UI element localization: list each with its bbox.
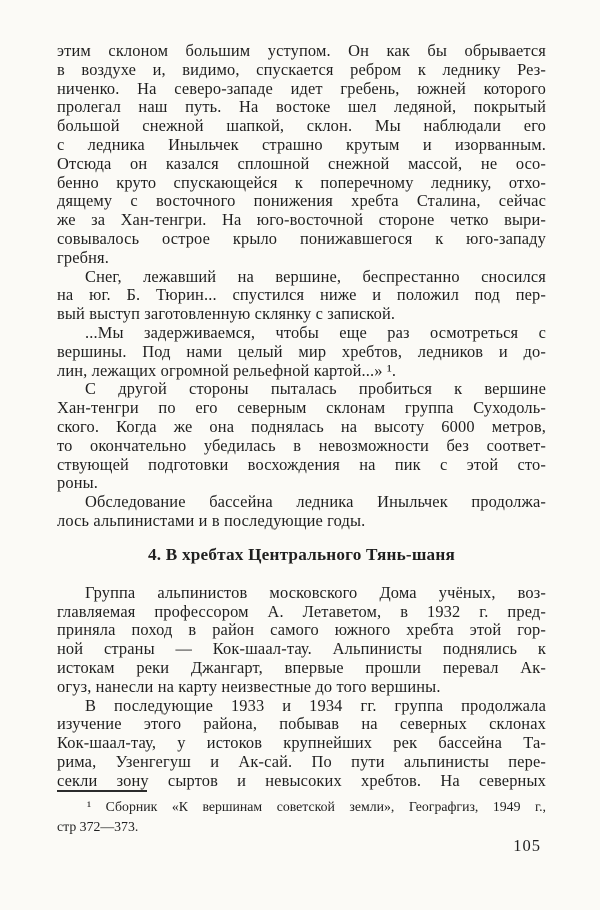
footnote-line-1: ¹ Сборник «К вершинам советской земли», Географгиз, 1949 г., [87, 799, 546, 814]
text-line: изучение этого района, побывав на северных склонах [57, 714, 546, 734]
text-line: ствующей подготовки восхождения на пик с этой сто- [57, 454, 546, 474]
footnote-rule [57, 790, 147, 792]
text-line: Хан-тенгри по его северным склонам группа Суходоль- [57, 398, 546, 418]
text-line: рима, Узенгегуш и Ак-сай. По пути альпинисты пере- [57, 751, 546, 771]
text-block [57, 42, 546, 790]
text-line: роны. [57, 473, 99, 493]
text-line: ниченко. На северо-западе идет гребень, южней которого [57, 78, 546, 98]
text-line: огуз, нанесли на карту неизвестные до того вершины. [57, 676, 441, 696]
text-line: совывалось острое крыло понижавшегося к юго-западу [57, 228, 546, 248]
text-line: бенно круто спускающейся к поперечному леднику, отхо- [57, 172, 546, 192]
text-line: вый выступ заготовленную склянку с запиской. [57, 304, 396, 324]
text-line: В последующие 1933 и 1934 гг. группа продолжала [85, 695, 546, 715]
text-line: большой снежной шапкой, склон. Мы наблюдали его [57, 116, 546, 136]
text-line: в воздухе и, видимо, спускается ребром к леднику Рез- [57, 59, 546, 79]
text-line: то окончательно убедилась в невозможности без соответ- [57, 435, 546, 455]
text-line: лин, лежащих огромной рельефной картой...» ¹. [57, 360, 397, 380]
text-line: секли зону сыртов и невысоких хребтов. На северных [57, 770, 546, 790]
text-line: истокам реки Джангарт, впервые прошли перевал Ак- [57, 657, 546, 677]
text-line: С другой стороны пыталась пробиться к вершине [85, 379, 546, 399]
text-line: с ледника Иныльчек страшно крутым и изорванным. [57, 134, 546, 154]
footnote [57, 790, 546, 836]
text-line: Группа альпинистов московского Дома учёных, воз- [85, 582, 546, 602]
text-line: же за Хан-тенгри. На юго-восточной стороне четко выри- [57, 210, 546, 230]
text-line: главляемая профессором А. Летаветом, в 1932 г. пред- [57, 601, 546, 621]
text-line: лось альпинистами и в последующие годы. [57, 510, 366, 530]
text-line: дящему с восточного понижения хребта Сталина, сейчас [57, 191, 546, 211]
text-line: Отсюда он казался сплошной снежной массой, не осо- [57, 153, 546, 173]
text-line: пролегал наш путь. На востоке шел ледяной, покрытый [57, 97, 546, 117]
text-line: Кок-шаал-тау, у истоков крупнейших рек бассейна Та- [57, 733, 546, 753]
text-line: гребня. [57, 247, 109, 267]
section-heading: 4. В хребтах Центрального Тянь-шаня [148, 544, 455, 564]
text-line: ского. Когда же она поднялась на высоту 6000 метров, [57, 416, 546, 436]
text-line: Снег, лежавший на вершине, беспрестанно сносился [85, 266, 546, 286]
text-line: приняла поход в район самого южного хребта этой гор- [57, 620, 546, 640]
text-line: вершины. Под нами целый мир хребтов, ледников и до- [57, 341, 546, 361]
text-line: на юг. Б. Тюрин... спустился ниже и положил под пер- [57, 285, 546, 305]
text-line: ной страны — Кок-шаал-тау. Альпинисты поднялись к [57, 639, 546, 659]
text-line: этим склоном большим уступом. Он как бы обрывается [57, 41, 546, 60]
footnote-line-2: стр 372—373. [57, 818, 139, 834]
text-line: ...Мы задерживаемся, чтобы еще раз осмотреться с [85, 322, 546, 342]
page-number: 105 [513, 836, 541, 855]
text-line: Обследование бассейна ледника Иныльчек продолжа- [85, 492, 546, 512]
